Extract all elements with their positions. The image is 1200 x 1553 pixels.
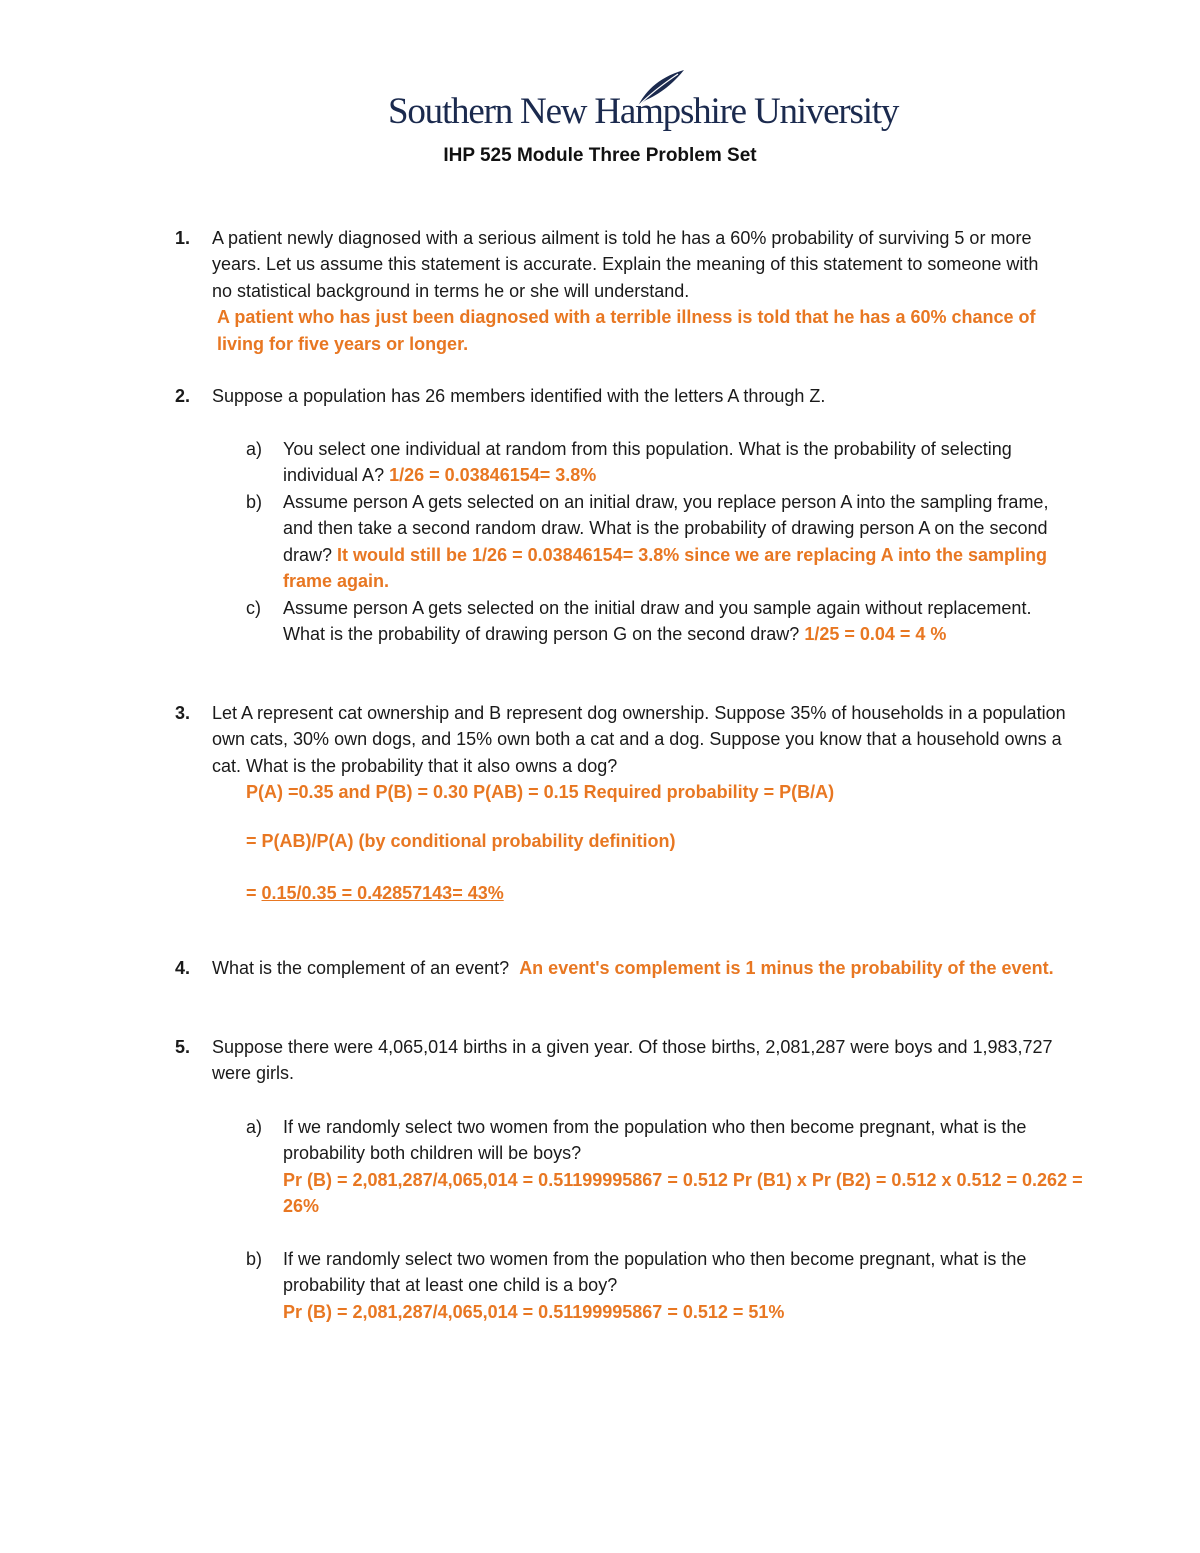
q3-answer-prefix: = [246, 883, 262, 903]
q3-question: Let A represent cat ownership and B represent dog ownership. Suppose 35% of households in a population own cats, 30% own dogs, and 15% own both a cat and a dog. Suppose you know that a household owns a cat. What is the probability that it also owns a dog? [212, 703, 1066, 776]
q1-block [212, 225, 1062, 357]
q1-question: A patient newly diagnosed with a serious ailment is told he has a 60% probability of surviving 5 or more years. Let us assume this statement is accurate. Explain the meaning of this statement to someone with no statistical background in terms he or she will understand. [212, 228, 1039, 301]
q2a-letter: a) [246, 439, 263, 459]
logo-wordmark: Southern New Hampshire University [388, 91, 899, 132]
q2c-answer: 1/25 = 0.04 = 4 % [804, 624, 947, 645]
q3-answer-line2: = P(AB)/P(A) (by conditional probability definition) [246, 831, 676, 851]
q4-answer: An event's complement is 1 minus the probability of the event. [519, 958, 1054, 978]
q5a-question: If we randomly select two women from the population who then become pregnant, what is the probability both children will be boys? [283, 1117, 1027, 1164]
q2a-question: You select one individual at random from this population. What is the probability of selecting individual A? [283, 439, 1012, 486]
q1-answer: A patient who has just been diagnosed with a terrible illness is told that he has a 60% chance of living for five years or longer. [217, 307, 1036, 354]
q5a-block [283, 1114, 1083, 1220]
q2b-question: Assume person A gets selected on an initial draw, you replace person A into the sampling frame, and then take a second random draw. What is the probability of drawing person A on the second draw? [283, 492, 1049, 565]
q2c-question: Assume person A gets selected on the initial draw and you sample again without replacement. What is the probability of drawing person G on the second draw? [283, 598, 1032, 645]
q5b-block [283, 1246, 1083, 1325]
q2-number: 2. [175, 386, 191, 406]
q3-number: 3. [175, 703, 191, 723]
q2-question: Suppose a population has 26 members identified with the letters A through Z. [212, 386, 826, 406]
q3-answer-line3 [246, 880, 1066, 906]
q2a-block [283, 436, 1073, 489]
q2a-answer: 1/26 = 0.03846154= 3.8% [389, 465, 597, 486]
q4-question: What is the complement of an event? [212, 958, 510, 978]
q3-answer-result: 0.15/0.35 = 0.42857143= 43% [261, 883, 504, 903]
q5-number: 5. [175, 1037, 191, 1057]
q5b-question: If we randomly select two women from the population who then become pregnant, what is the probability that at least one child is a boy? [283, 1249, 1027, 1296]
q2c-letter: c) [246, 598, 261, 618]
q4-number: 4. [175, 958, 191, 978]
page-title: IHP 525 Module Three Problem Set [443, 145, 757, 166]
q5b-answer: Pr (B) = 2,081,287/4,065,014 = 0.51199995867 = 0.512 = 51% [283, 1301, 785, 1322]
q2b-letter: b) [246, 492, 263, 512]
q5a-answer: Pr (B) = 2,081,287/4,065,014 = 0.51199995867 = 0.512 Pr (B1) x Pr (B2) = 0.512 x 0.512 = 0.262 = 26% [283, 1169, 1083, 1217]
q1-number: 1. [175, 228, 191, 248]
q2c-block [283, 595, 1048, 648]
q3-answer-line1: P(A) =0.35 and P(B) = 0.30 P(AB) = 0.15 Required probability = P(B/A) [246, 782, 835, 802]
q5b-letter: b) [246, 1249, 263, 1269]
university-logo [388, 68, 899, 138]
q2b-block [283, 489, 1073, 595]
q5-question: Suppose there were 4,065,014 births in a given year. Of those births, 2,081,287 were boys and 1,983,727 were girls. [212, 1037, 1053, 1084]
q2b-answer: It would still be 1/26 = 0.03846154= 3.8% since we are replacing A into the sampling frame again. [283, 544, 1047, 592]
q5a-letter: a) [246, 1117, 263, 1137]
q4-block [212, 955, 1072, 981]
